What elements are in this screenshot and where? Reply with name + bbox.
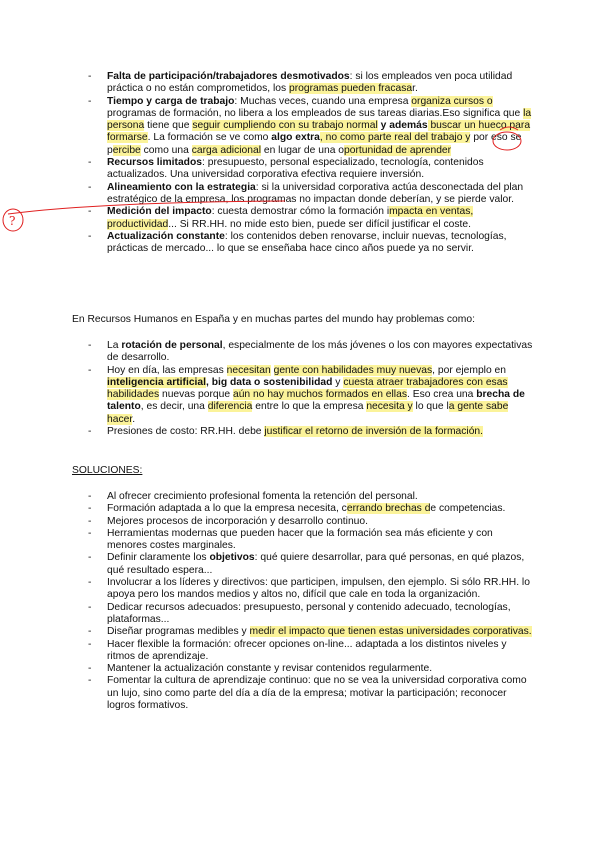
text-run: Diseñar programas medibles y: [107, 626, 250, 638]
list-item: [88, 552, 533, 577]
list-item: [88, 182, 533, 207]
bold-text: Tiempo y carga de trabajo: [107, 95, 235, 107]
highlighted-text: a gente sabe hacer: [107, 401, 509, 425]
text-run: Al ofrecer crecimiento profesional fomenta la retención del personal.: [107, 491, 418, 502]
text-run: entre lo que la empresa: [252, 401, 367, 413]
bold-text: objetivos: [209, 552, 255, 564]
list-item: [88, 231, 533, 256]
text-run: en lugar de una o: [261, 144, 345, 156]
problems-list: [88, 71, 533, 255]
list-item: [88, 503, 533, 515]
text-run: Dedicar recursos adecuados: presupuesto, personal y contenido adecuado, tecnologías, plataformas...: [107, 601, 511, 625]
list-item: [88, 365, 533, 426]
text-run: : si la universidad corporativa actúa desconectada del plan estratégico de la empresa, los programas no impactan donde deberían, y se pierde valor.: [107, 181, 524, 205]
highlighted-text: seguir cumpliendo con su trabajo normal: [192, 120, 378, 132]
text-run: tiene que: [144, 120, 193, 132]
highlighted-text: programas pueden fracasa: [289, 83, 413, 95]
text-run: : qué quiere desarrollar, para qué personas, en qué plazos, qué resultado espera...: [107, 552, 525, 576]
question-mark-annotation: ?: [9, 214, 16, 228]
text-run: . Eso crea una: [406, 389, 477, 401]
highlighted-text: justificar el retorno de inversión de la formación.: [264, 426, 484, 438]
list-item: [88, 626, 533, 638]
text-run: como una: [140, 144, 192, 156]
text-run: Herramientas modernas que pueden hacer que la formación sea más eficiente y con menores costes marginales.: [107, 527, 493, 552]
bold-text: Recursos limitados: [107, 157, 202, 169]
highlighted-text: cuesta atraer trabajadores con esas habilidades: [107, 376, 508, 401]
text-run: Mejores procesos de incorporación y desarrollo continuo.: [107, 515, 368, 527]
text-run: Formación adaptada a lo que la empresa necesita, c: [107, 503, 347, 515]
text-run: Hoy en día, las empresas: [107, 364, 227, 376]
highlighted-text: diferencia: [207, 401, 253, 413]
list-item: [88, 602, 533, 627]
highlighted-text: organiza cursos o: [411, 95, 493, 107]
text-run: r.: [412, 83, 418, 95]
hr-problems-list: [88, 340, 533, 438]
bold-text: rotación de personal: [121, 340, 223, 351]
bold-text: y además: [377, 120, 428, 132]
list-item: [88, 206, 533, 231]
hr-paragraph: En Recursos Humanos en España y en muchas partes del mundo hay problemas como:: [72, 314, 475, 325]
bold-text: , big data o sostenibilidad: [206, 376, 333, 388]
list-item: [88, 157, 533, 182]
red-pen-circle-left: [3, 209, 23, 231]
text-run: . La formación se ve como: [147, 132, 272, 144]
list-item: [88, 528, 533, 553]
text-run: Involucrar a los líderes y directivos: que participen, impulsen, den ejemplo. Si sólo RR.HH. lo apoya pero los mandos medios y altos no, difícil que cale en toda la organización.: [107, 577, 530, 601]
highlighted-text: carga adicional: [191, 144, 261, 156]
highlighted-text: portunidad de aprender: [344, 144, 452, 156]
text-run: nuevas porque: [159, 389, 233, 401]
bold-text: Alineamiento con la estrategia: [107, 181, 256, 193]
bold-text: algo extra: [271, 132, 320, 144]
text-run: Definir claramente los: [107, 552, 210, 564]
text-run: Mantener la actualización constante y revisar contenidos regularmente.: [107, 663, 433, 675]
bold-text: inteligencia artificial: [107, 376, 206, 388]
text-run: : cuesta demostrar cómo la formación i: [211, 206, 390, 218]
highlighted-text: necesita y: [366, 401, 413, 413]
text-run: : Muchas veces, cuando una empresa: [234, 95, 412, 107]
highlighted-text: aún no hay muchos formados en ellas: [232, 389, 407, 401]
text-run: : si los empleados ven poca utilidad práctica o no están comprometidos, los: [107, 71, 513, 95]
list-item: [88, 96, 533, 157]
highlighted-text: errando brechas d: [346, 503, 431, 515]
list-item: [88, 426, 533, 438]
list-item: [88, 340, 533, 365]
text-run: Presiones de costo: RR.HH. debe: [107, 426, 265, 438]
text-run: , por ejemplo en: [432, 364, 507, 376]
text-run: ... Si RR.HH. no mide esto bien, puede ser difícil justificar el coste.: [168, 218, 471, 230]
text-run: por eso se p: [107, 132, 522, 156]
list-item: [88, 639, 533, 664]
bold-text: Falta de participación/trabajadores desmotivados: [107, 71, 350, 82]
highlighted-text: gente con habilidades muy nuevas: [273, 364, 433, 376]
text-run: Hacer flexible la formación: ofrecer opciones on-line... adaptada a los distintos niveles y ritmos de aprendizaje.: [107, 638, 507, 662]
highlighted-text: ercibe: [112, 144, 141, 156]
text-run: , es decir, una: [140, 401, 208, 413]
solutions-list: [88, 491, 533, 712]
text-run: y: [332, 376, 344, 388]
highlighted-text: buscar un hueco para formarse: [107, 120, 531, 144]
list-item: [88, 675, 533, 712]
text-run: La: [107, 340, 122, 351]
text-run: Fomentar la cultura de aprendizaje continuo: que no se vea la universidad corporativa como un lujo, sino como parte del día a día de la empresa; motivar la participación; reconocer logros formativos.: [107, 675, 527, 712]
text-run: .: [132, 413, 136, 425]
bold-text: brecha de talento: [107, 389, 525, 413]
text-run: , especialmente de los más jóvenes o los con mayores expectativas de desarrollo.: [107, 340, 533, 364]
highlighted-text: , no como parte real del trabajo y: [319, 132, 471, 144]
text-run: lo que l: [412, 401, 449, 413]
list-item: [88, 491, 533, 503]
bold-text: Medición del impacto: [107, 206, 212, 218]
list-item: [88, 71, 533, 96]
highlighted-text: medir el impacto que tienen estas universidades corporativas.: [249, 626, 532, 638]
bold-text: Actualización constante: [107, 230, 225, 242]
text-run: : presupuesto, personal especializado, tecnología, contenidos actualizados. Una universidad corporativa efectiva requiere inversión.: [107, 157, 484, 181]
list-item: [88, 663, 533, 675]
text-run: : los contenidos deben renovarse, incluir nuevas, tecnologías, prácticas de mercado... lo que se enseñaba hace cinco años puede ya no servir.: [107, 230, 507, 255]
text-run: programas de formación, no libera a los empleados de sus tareas diarias.Eso significa que: [107, 107, 524, 119]
solutions-heading: SOLUCIONES:: [72, 465, 143, 476]
list-item: [88, 577, 533, 602]
highlighted-text: necesitan: [226, 364, 271, 376]
highlighted-text: mpacta en ventas, productividad: [107, 206, 474, 230]
list-item: [88, 516, 533, 528]
highlighted-text: la persona: [107, 107, 532, 132]
text-run: e competencias.: [430, 503, 506, 515]
